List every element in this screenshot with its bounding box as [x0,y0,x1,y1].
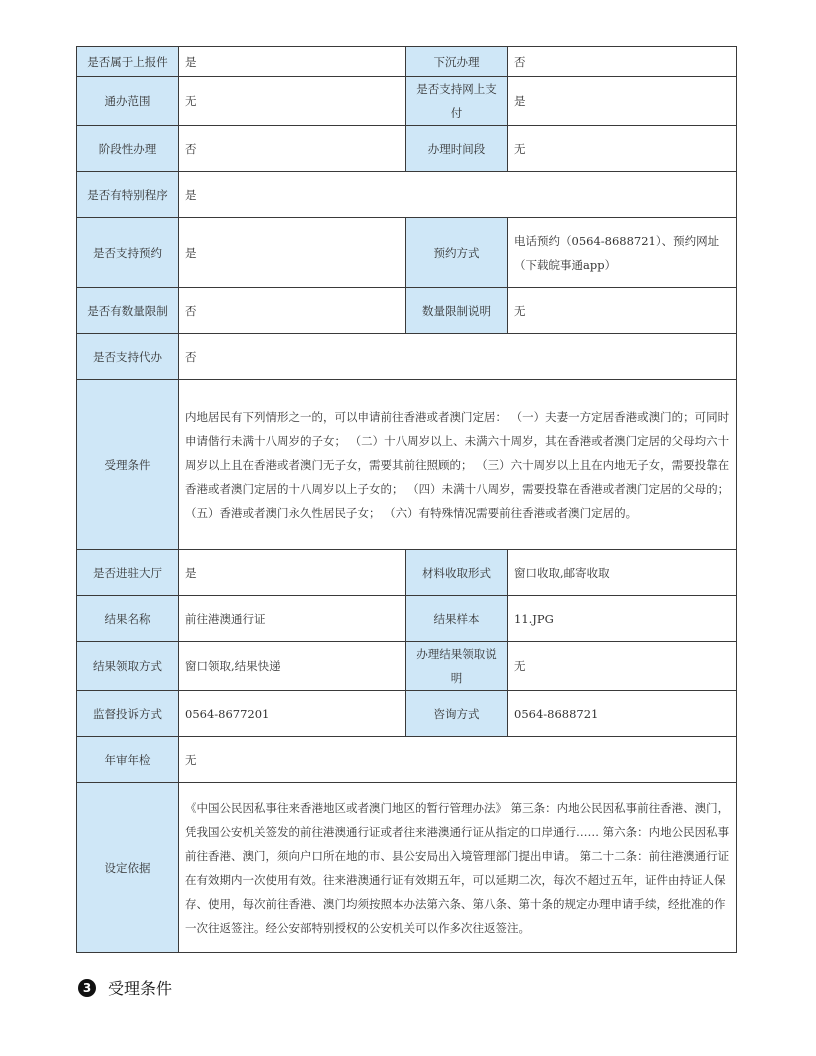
quantity-limit-label: 是否有数量限制 [77,288,179,334]
basis-value: 《中国公民因私事往来香港地区或者澳门地区的暂行管理办法》 第三条：内地公民因私事前往香港、澳门，凭我国公安机关签发的前往港澳通行证或者往来港澳通行证从指定的口岸通行…… 第六条：内地公民因私事前往香港、澳门，须向户口所在地的市、县公安局出入境管理部门提出申请。 第二十二条：前往港澳通行证在有效期内一次使用有效。往来港澳通行证有效期五年，可以延期二次，每次不超过五年，证件由持证人保存、使用，每次前往香港、澳门均须按照本办法第六条、第八条、第十条的规定办理申请手续，经批准的作一次往返签注。经公安部特别授权的公安机关可以作多次往返签注。 [179,783,737,953]
table-row [77,288,737,334]
table-row [77,47,737,77]
report-value: 是 [179,47,406,77]
consult-label: 咨询方式 [406,691,508,737]
online-pay-value: 是 [508,77,737,126]
basis-label: 设定依据 [77,783,179,953]
result-name-label: 结果名称 [77,596,179,642]
sink-label: 下沉办理 [406,47,508,77]
result-name-value: 前往港澳通行证 [179,596,406,642]
appointment-label: 是否支持预约 [77,218,179,288]
staged-label: 阶段性办理 [77,126,179,172]
table-row [77,550,737,596]
table-row [77,380,737,550]
complaint-label: 监督投诉方式 [77,691,179,737]
result-collect-desc-label: 办理结果领取说明 [406,642,508,691]
appointment-value: 是 [179,218,406,288]
quantity-desc-value: 无 [508,288,737,334]
section-number-badge: 3 [78,979,96,997]
service-info-sheet [76,46,736,953]
quantity-desc-label: 数量限制说明 [406,288,508,334]
table-row [77,737,737,783]
material-label: 材料收取形式 [406,550,508,596]
special-value: 是 [179,172,737,218]
table-row [77,642,737,691]
special-label: 是否有特别程序 [77,172,179,218]
table-row [77,77,737,126]
hall-value: 是 [179,550,406,596]
annual-label: 年审年检 [77,737,179,783]
scope-label: 通办范围 [77,77,179,126]
complaint-value: 0564-8677201 [179,691,406,737]
table-row [77,783,737,953]
result-sample-label: 结果样本 [406,596,508,642]
table-row [77,334,737,380]
result-collect-value: 窗口领取,结果快递 [179,642,406,691]
time-value: 无 [508,126,737,172]
result-collect-label: 结果领取方式 [77,642,179,691]
hall-label: 是否进驻大厅 [77,550,179,596]
table-row [77,126,737,172]
acceptance-value: 内地居民有下列情形之一的，可以申请前往香港或者澳门定居： （一）夫妻一方定居香港或澳门的；可同时申请偕行未满十八周岁的子女； （二）十八周岁以上、未满六十周岁，其在香港或者澳门定居的父母均六十周岁以上且在香港或者澳门无子女，需要其前往照顾的； （三）六十周岁以上且在内地无子女，需要投靠在香港或者澳门定居的十八周岁以上子女的； （四）未满十八周岁，需要投靠在香港或者澳门定居的父母的； （五）香港或者澳门永久性居民子女； （六）有特殊情况需要前往香港或者澳门定居的。 [179,380,737,550]
annual-value: 无 [179,737,737,783]
table-row [77,596,737,642]
result-sample-value: 11.JPG [508,596,737,642]
report-label: 是否属于上报件 [77,47,179,77]
proxy-label: 是否支持代办 [77,334,179,380]
proxy-value: 否 [179,334,737,380]
section-heading [78,976,172,999]
appointment-method-value: 电话预约（0564-8688721）、预约网址（下载皖事通app） [508,218,737,288]
time-label: 办理时间段 [406,126,508,172]
online-pay-label: 是否支持网上支付 [406,77,508,126]
material-value: 窗口收取,邮寄收取 [508,550,737,596]
result-collect-desc-value: 无 [508,642,737,691]
scope-value: 无 [179,77,406,126]
acceptance-label: 受理条件 [77,380,179,550]
section-title: 受理条件 [108,979,173,998]
appointment-method-label: 预约方式 [406,218,508,288]
staged-value: 否 [179,126,406,172]
table-row [77,691,737,737]
quantity-limit-value: 否 [179,288,406,334]
service-info-table [76,46,737,953]
sink-value: 否 [508,47,737,77]
consult-value: 0564-8688721 [508,691,737,737]
table-row [77,172,737,218]
table-row [77,218,737,288]
